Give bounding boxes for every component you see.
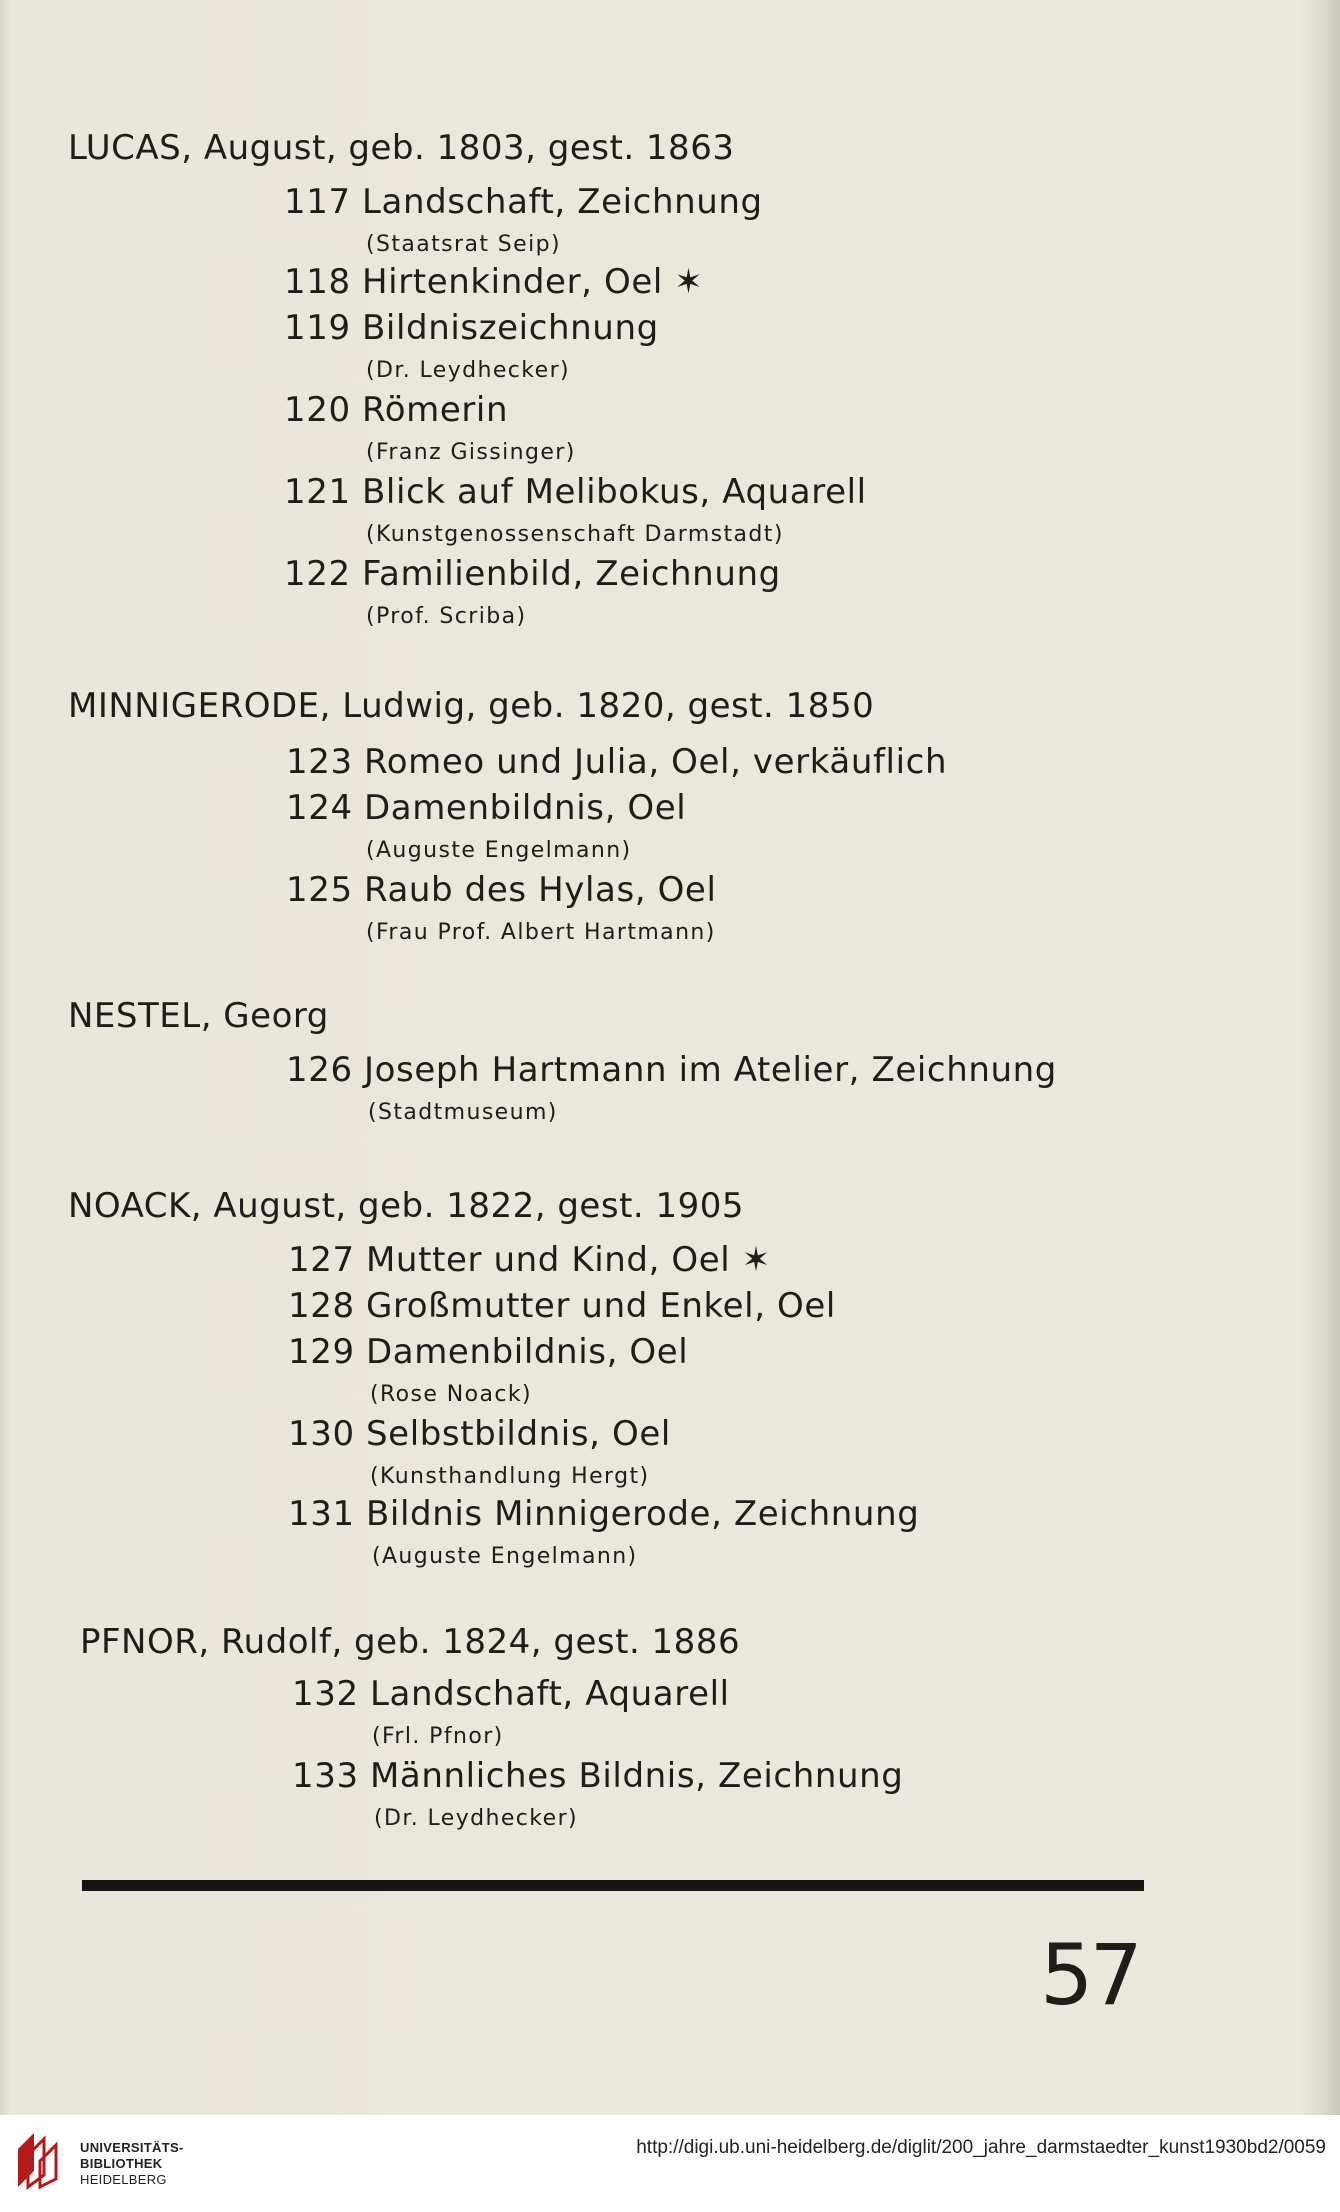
catalog-entry (284, 390, 508, 430)
entry-title: Romeo und Julia, Oel, verkäuflich (364, 742, 948, 782)
entry-title: Familienbild, Zeichnung (362, 554, 781, 594)
catalog-entry (286, 788, 686, 828)
entry-title: Hirtenkinder, Oel ✶ (362, 262, 704, 302)
entry-number: 117 (284, 182, 351, 222)
entry-title: Selbstbildnis, Oel (366, 1414, 671, 1454)
entry-number: 119 (284, 308, 351, 348)
page-number: 57 (1040, 1926, 1139, 2024)
entry-owner: (Staatsrat Seip) (366, 232, 561, 257)
entry-title: Damenbildnis, Oel (366, 1332, 689, 1372)
catalog-entry (284, 554, 781, 594)
catalog-entry (284, 472, 867, 512)
entry-owner: (Kunstgenossenschaft Darmstadt) (366, 522, 784, 547)
library-name-line: BIBLIOTHEK (80, 2156, 163, 2171)
artist-heading: NESTEL, Georg (68, 996, 329, 1036)
entry-title: Großmutter und Enkel, Oel (366, 1286, 836, 1326)
entry-title: Mutter und Kind, Oel ✶ (366, 1240, 771, 1280)
library-name (80, 2140, 184, 2188)
artist-heading: PFNOR, Rudolf, geb. 1824, gest. 1886 (80, 1622, 741, 1662)
entry-title: Raub des Hylas, Oel (364, 870, 717, 910)
catalog-entry (284, 308, 659, 348)
catalog-entry (286, 742, 947, 782)
entry-number: 124 (286, 788, 353, 828)
entry-owner: (Frau Prof. Albert Hartmann) (366, 920, 716, 945)
entry-number: 130 (288, 1414, 355, 1454)
entry-number: 118 (284, 262, 351, 302)
entry-number: 123 (286, 742, 353, 782)
entry-number: 127 (288, 1240, 355, 1280)
library-logo-icon (14, 2129, 66, 2191)
catalog-entry (288, 1286, 836, 1326)
entry-owner: (Stadtmuseum) (368, 1100, 558, 1125)
entry-owner: (Kunsthandlung Hergt) (370, 1464, 650, 1489)
entry-number: 129 (288, 1332, 355, 1372)
entry-number: 128 (288, 1286, 355, 1326)
library-name-line: UNIVERSITÄTS- (80, 2140, 184, 2155)
catalog-entry (288, 1240, 771, 1280)
source-url[interactable]: http://digi.ub.uni-heidelberg.de/diglit/200_jahre_darmstaedter_kunst1930bd2/0059 (636, 2137, 1326, 2158)
entry-owner: (Rose Noack) (370, 1382, 532, 1407)
catalog-entry (292, 1674, 730, 1714)
entry-title: Bildniszeichnung (362, 308, 659, 348)
catalog-entry (288, 1414, 671, 1454)
entry-owner: (Frl. Pfnor) (372, 1724, 504, 1749)
entry-number: 132 (292, 1674, 359, 1714)
artist-heading: LUCAS, August, geb. 1803, gest. 1863 (68, 128, 735, 168)
entry-number: 121 (284, 472, 351, 512)
entry-number: 133 (292, 1756, 359, 1796)
catalog-entry (286, 870, 717, 910)
catalog-entry (286, 1050, 1057, 1090)
entry-title: Landschaft, Aquarell (370, 1674, 730, 1714)
catalog-entry (288, 1494, 919, 1534)
entry-number: 120 (284, 390, 351, 430)
entry-title: Römerin (362, 390, 509, 430)
entry-title: Männliches Bildnis, Zeichnung (370, 1756, 904, 1796)
entry-owner: (Prof. Scriba) (366, 604, 527, 629)
entry-number: 126 (286, 1050, 353, 1090)
entry-owner: (Dr. Leydhecker) (366, 358, 571, 383)
catalog-entry (292, 1756, 904, 1796)
catalog-entry (284, 182, 763, 222)
catalog-entry (284, 262, 703, 302)
entry-owner: (Franz Gissinger) (366, 440, 576, 465)
entry-title: Landschaft, Zeichnung (362, 182, 763, 222)
digitization-footer (0, 2115, 1340, 2212)
entry-number: 131 (288, 1494, 355, 1534)
entry-owner: (Dr. Leydhecker) (374, 1806, 579, 1831)
entry-owner: (Auguste Engelmann) (372, 1544, 638, 1569)
entry-number: 122 (284, 554, 351, 594)
entry-title: Bildnis Minnigerode, Zeichnung (366, 1494, 920, 1534)
library-name-line: HEIDELBERG (80, 2172, 167, 2187)
entry-title: Blick auf Melibokus, Aquarell (362, 472, 867, 512)
entry-owner: (Auguste Engelmann) (366, 838, 632, 863)
entry-title: Joseph Hartmann im Atelier, Zeichnung (364, 1050, 1057, 1090)
artist-heading: MINNIGERODE, Ludwig, geb. 1820, gest. 1850 (68, 686, 875, 726)
catalog-entry (288, 1332, 688, 1372)
entry-title: Damenbildnis, Oel (364, 788, 687, 828)
artist-heading: NOACK, August, geb. 1822, gest. 1905 (68, 1186, 745, 1226)
horizontal-rule (82, 1880, 1144, 1891)
entry-number: 125 (286, 870, 353, 910)
